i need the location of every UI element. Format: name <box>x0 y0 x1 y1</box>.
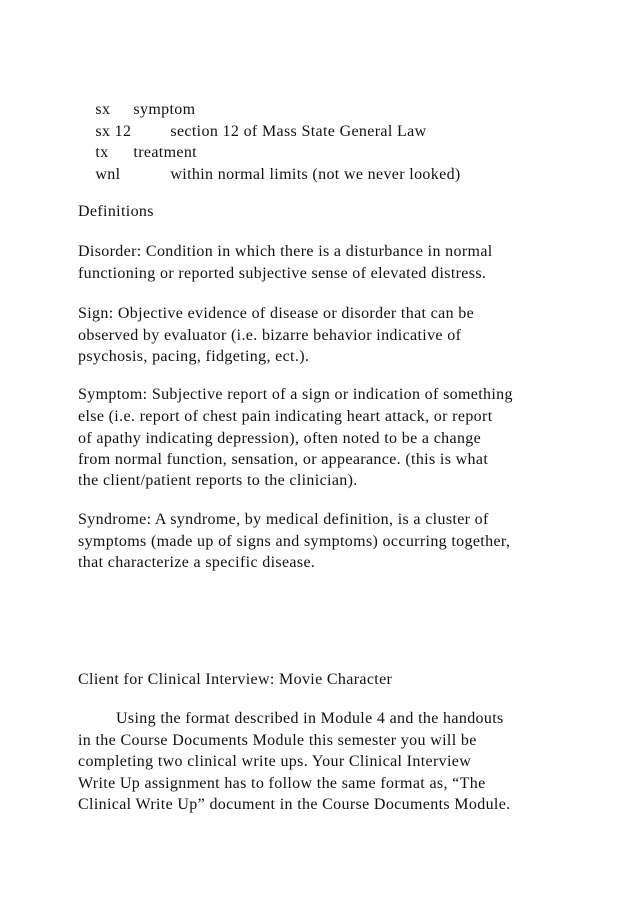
client-paragraph-line: Clinical Write Up” document in the Course Documents Module. <box>78 796 511 813</box>
symptom-definition-line: of apathy indicating depression), often noted to be a change <box>78 430 482 447</box>
abbreviation-term: sx <box>95 101 111 118</box>
symptom-definition-line: from normal function, sensation, or appearance. (this is what <box>78 451 489 468</box>
sign-definition-line: observed by evaluator (i.e. bizarre behavior indicative of <box>78 327 462 344</box>
syndrome-definition-line: that characterize a specific disease. <box>78 554 316 571</box>
client-paragraph-line: completing two clinical write ups. Your Clinical Interview <box>78 753 472 770</box>
abbreviation-meaning: within normal limits (not we never looked) <box>170 166 461 183</box>
symptom-definition-line: else (i.e. report of chest pain indicating heart attack, or report <box>78 408 493 425</box>
client-heading: Client for Clinical Interview: Movie Character <box>78 671 393 688</box>
syndrome-definition-line: Syndrome: A syndrome, by medical definition, is a cluster of <box>78 511 489 528</box>
abbreviation-term: wnl <box>95 166 121 183</box>
abbreviation-row <box>78 142 461 208</box>
syndrome-definition-line: symptoms (made up of signs and symptoms) occurring together, <box>78 533 511 550</box>
disorder-definition-line: Disorder: Condition in which there is a disturbance in normal <box>78 243 493 260</box>
symptom-definition-line: the client/patient reports to the clinician). <box>78 472 358 489</box>
abbreviation-meaning: treatment <box>133 144 197 161</box>
abbreviation-term: tx <box>95 144 109 161</box>
abbreviation-meaning: symptom <box>133 101 196 118</box>
sign-definition-line: psychosis, pacing, fidgeting, ect.). <box>78 348 310 365</box>
abbreviation-meaning: section 12 of Mass State General Law <box>170 123 427 140</box>
disorder-definition-line: functioning or reported subjective sense of elevated distress. <box>78 265 487 282</box>
definitions-heading: Definitions <box>78 203 154 220</box>
abbreviation-term: sx 12 <box>95 123 132 140</box>
symptom-definition-line: Symptom: Subjective report of a sign or indication of something <box>78 386 513 403</box>
client-paragraph-line: Write Up assignment has to follow the same format as, “The <box>78 775 486 792</box>
client-paragraph-line: Using the format described in Module 4 and the handouts <box>116 710 504 727</box>
sign-definition-line: Sign: Objective evidence of disease or disorder that can be <box>78 305 475 322</box>
client-paragraph-line: in the Course Documents Module this semester you will be <box>78 732 477 749</box>
